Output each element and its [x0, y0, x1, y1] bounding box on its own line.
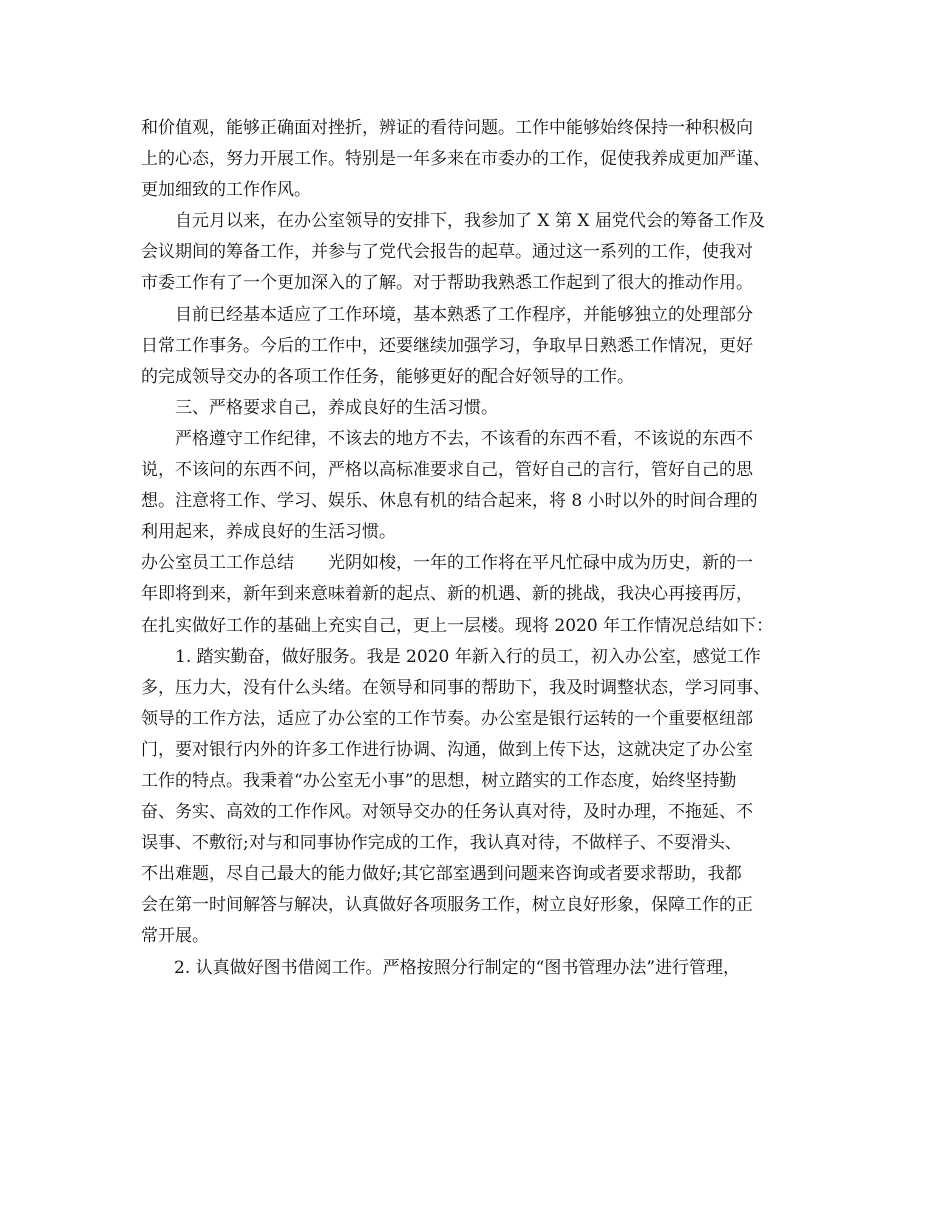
paragraph-line: 严格遵守工作纪律，不该去的地方不去，不该看的东西不看，不该说的东西不	[175, 428, 753, 449]
paragraph-line: 利用起来，养成良好的生活习惯。	[141, 522, 396, 543]
paragraph-line: 误事、不敷衍;对与和同事协作完成的工作，我认真对待，不做样子、不耍滑头、	[141, 833, 742, 854]
paragraph-line: 的完成领导交办的各项工作任务，能够更好的配合好领导的工作。	[141, 366, 634, 387]
section-heading: 三、严格要求自己，养成良好的生活习惯。	[175, 397, 498, 418]
paragraph-line: 更加细致的工作作风。	[141, 180, 311, 201]
paragraph-line: 奋、务实、高效的工作作风。对领导交办的任务认真对待，及时办理，不拖延、不	[141, 802, 753, 823]
paragraph-line: 日常工作事务。今后的工作中，还要继续加强学习，争取早日熟悉工作情况，更好	[141, 335, 753, 356]
list-item-line: 2. 认真做好图书借阅工作。严格按照分行制定的“图书管理办法”进行管理，	[174, 957, 741, 978]
paragraph-line-title: 办公室员工工作总结 光阴如梭，一年的工作将在平凡忙碌中成为历史，新的一	[141, 553, 753, 574]
paragraph-line: 说，不该问的东西不问，严格以高标准要求自己，管好自己的言行，管好自己的思	[141, 460, 753, 481]
paragraph-line: 市委工作有了一个更加深入的了解。对于帮助我熟悉工作起到了很大的推动作用。	[141, 273, 753, 294]
paragraph-line: 年即将到来，新年到来意味着新的起点、新的机遇、新的挑战，我决心再接再厉，	[141, 584, 753, 605]
paragraph-line: 工作的特点。我秉着“办公室无小事”的思想，树立踏实的工作态度，始终坚持勤	[141, 770, 737, 791]
document-body	[141, 113, 831, 984]
paragraph-line: 想。注意将工作、学习、娱乐、休息有机的结合起来，将 8 小时以外的时间合理的	[141, 491, 758, 512]
paragraph-line: 多，压力大，没有什么头绪。在领导和同事的帮助下，我及时调整状态，学习同事、	[141, 677, 770, 698]
paragraph-line: 在扎实做好工作的基础上充实自己，更上一层楼。现将 2020 年工作情况总结如下：	[141, 615, 774, 636]
paragraph-line: 会在第一时间解答与解决，认真做好各项服务工作，树立良好形象，保障工作的正	[141, 895, 753, 916]
list-item-line: 1. 踏实勤奋，做好服务。我是 2020 年新入行的员工，初入办公室，感觉工作	[175, 646, 761, 667]
paragraph-line: 和价值观，能够正确面对挫折，辨证的看待问题。工作中能够始终保持一种积极向	[141, 118, 753, 138]
paragraph-line: 会议期间的筹备工作，并参与了党代会报告的起草。通过这一系列的工作，使我对	[141, 242, 753, 263]
paragraph-line: 自元月以来，在办公室领导的安排下，我参加了 X 第 X 届党代会的筹备工作及	[175, 211, 765, 232]
paragraph-line: 门，要对银行内外的许多工作进行协调、沟通，做到上传下达，这就决定了办公室	[141, 739, 753, 760]
paragraph-line: 常开展。	[141, 926, 209, 947]
paragraph-line: 不出难题，尽自己最大的能力做好;其它部室遇到问题来咨询或者要求帮助，我都	[141, 864, 742, 885]
paragraph-line: 领导的工作方法，适应了办公室的工作节奏。办公室是银行运转的一个重要枢纽部	[141, 708, 753, 729]
paragraph-line: 目前已经基本适应了工作环境，基本熟悉了工作程序，并能够独立的处理部分	[175, 304, 753, 325]
paragraph-line: 上的心态，努力开展工作。特别是一年多来在市委办的工作，促使我养成更加严谨、	[141, 149, 770, 170]
